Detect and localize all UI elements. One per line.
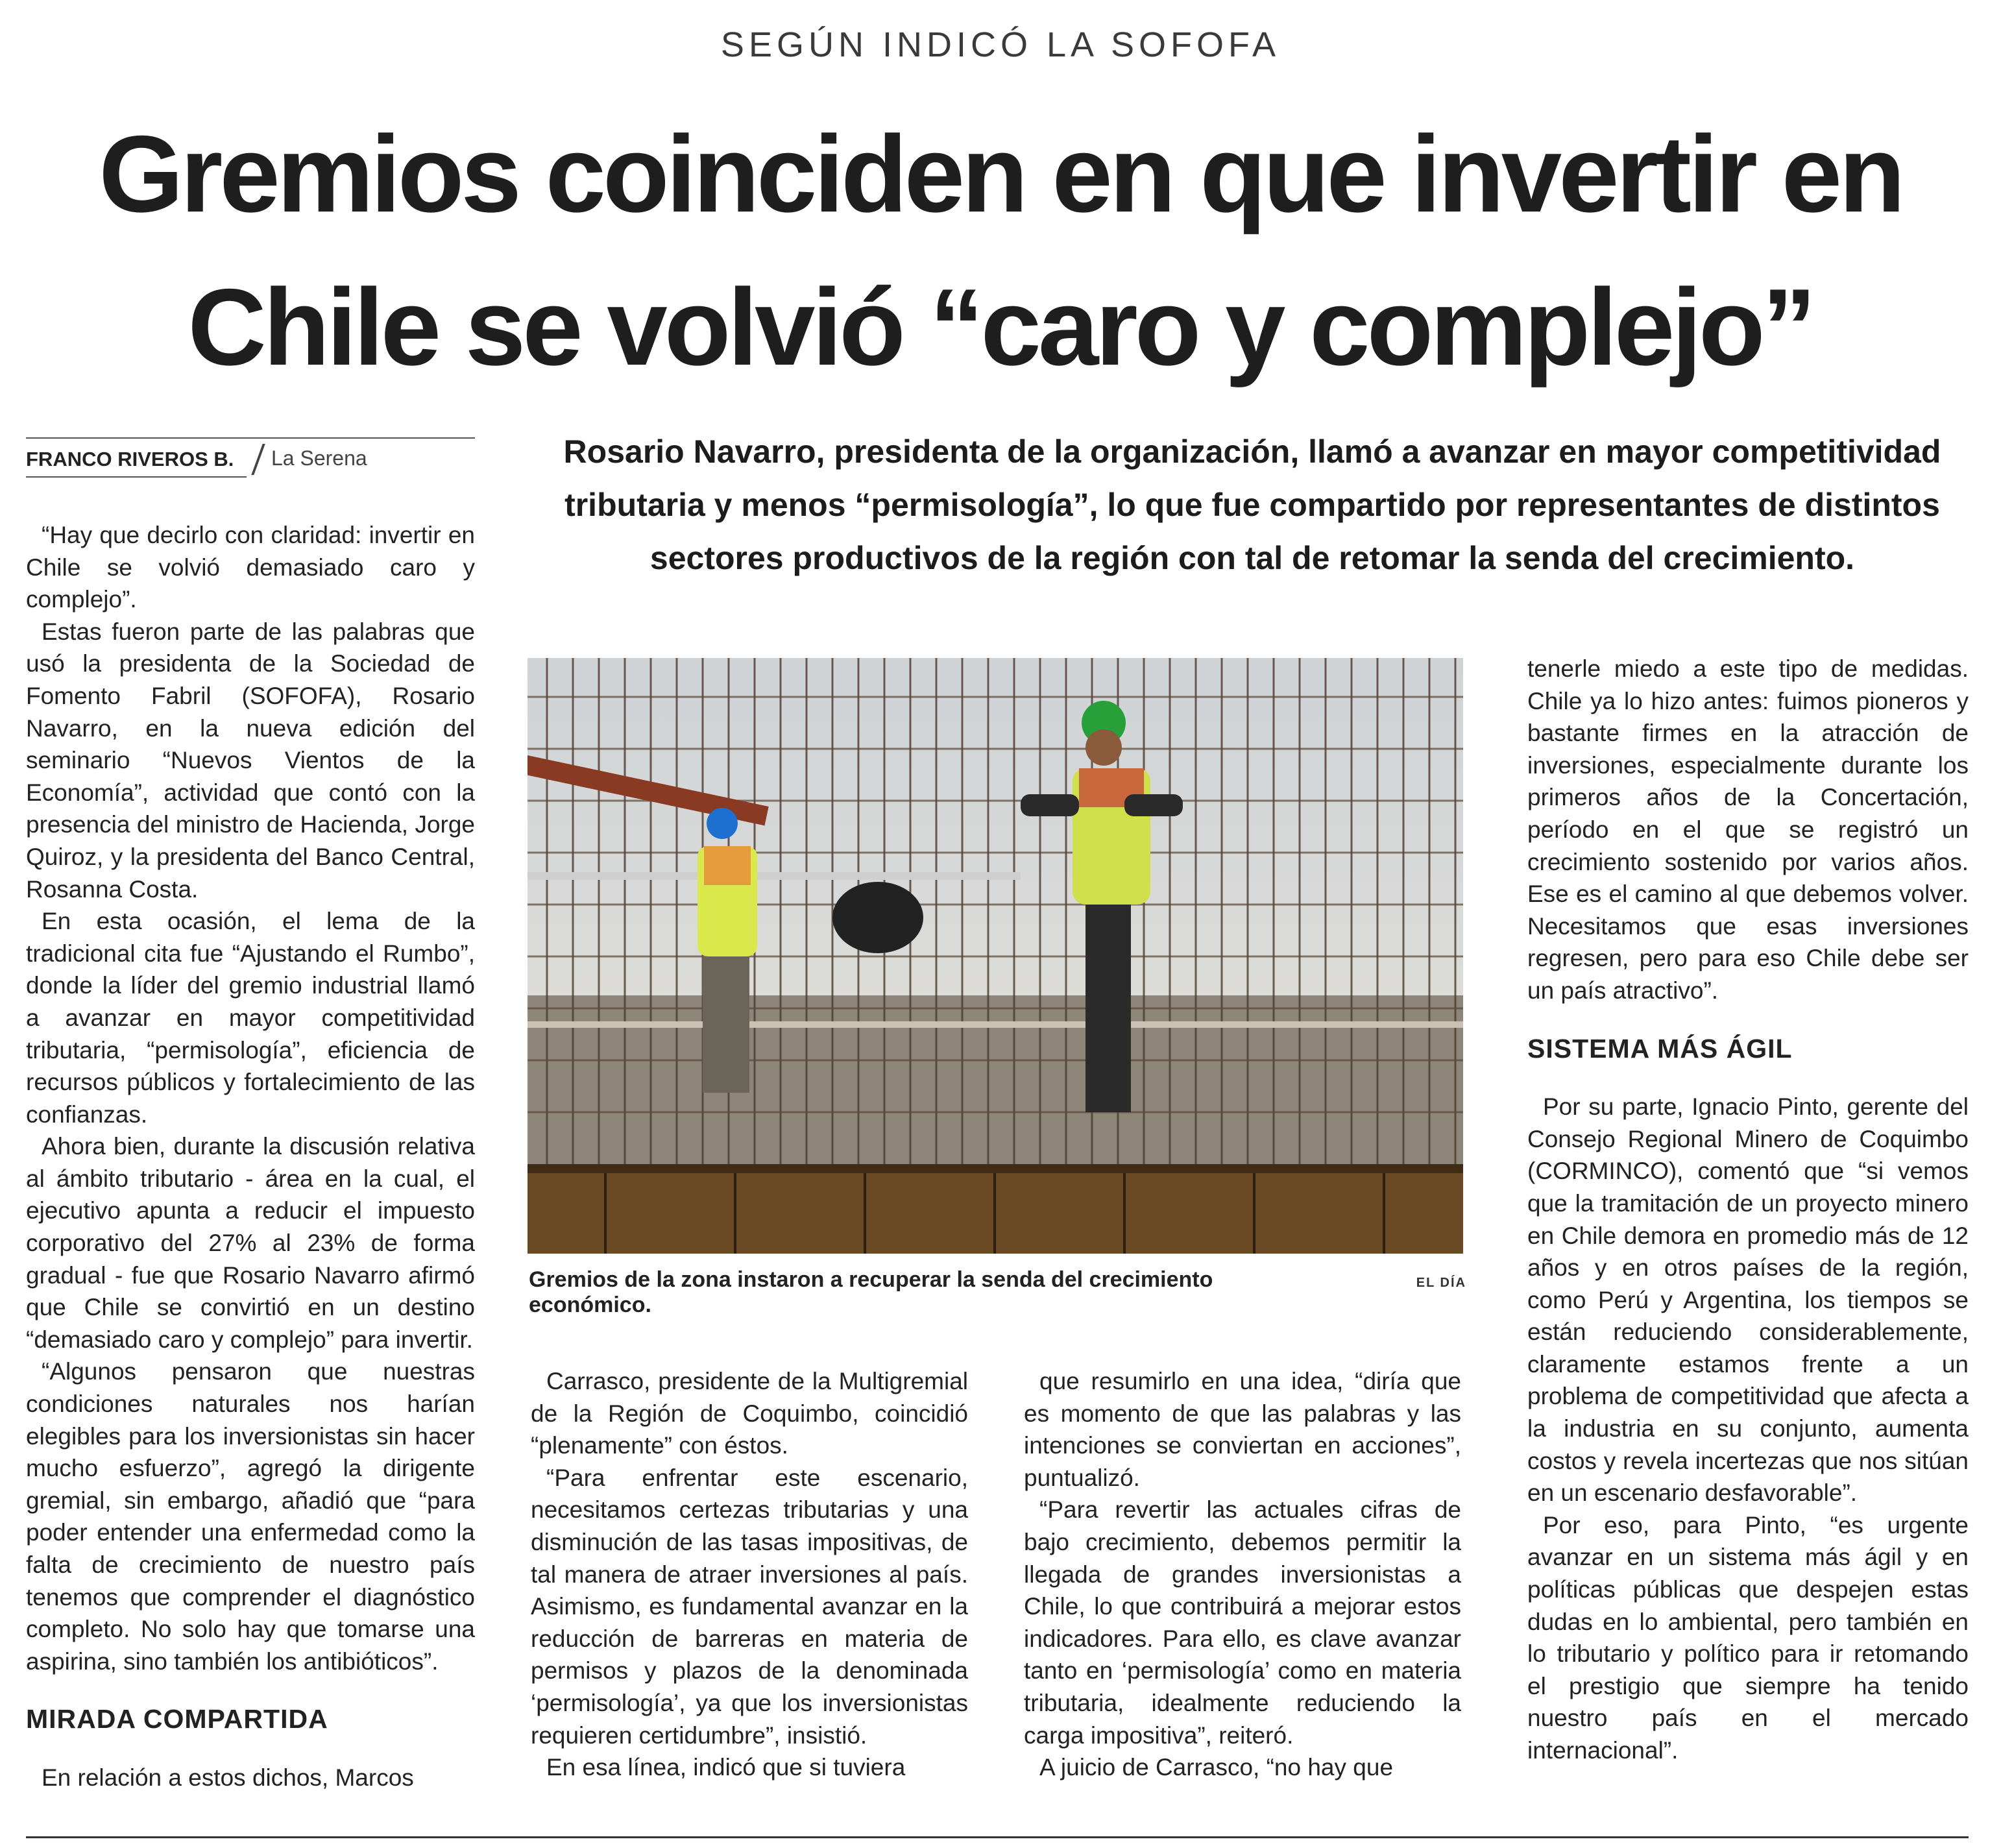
article-column-4 xyxy=(1527,653,1969,1767)
paragraph: Carrasco, presidente de la Multigremial de la Región de Coquimbo, coincidió “plenamente” con éstos. xyxy=(531,1368,968,1459)
paragraph: Por eso, para Pinto, “es urgente avanzar en un sistema más ágil y en políticas públicas que despejen estas dudas en lo ambiental, pero también en lo tributario y político para ir retomando el prestigio que siempre ha tenido nuestro país en el mercado internacional”. xyxy=(1527,1511,1969,1764)
byline-bottom-rule xyxy=(26,476,247,478)
page-bottom-rule xyxy=(26,1836,1969,1838)
paragraph: Por su parte, Ignacio Pinto, gerente del Consejo Regional Minero de Coquimbo (CORMINCO), comentó que “si vemos que la tramitación de un proyecto minero en Chile demora en promedio más de 12 años y en otros países de la región, como Perú y Argentina, los tiempos se están reduciendo considerablemente, claramente estamos frente a un problema de competitividad que afecta a la industria en su conjunto, aumenta costos y revela incertezas que nos sitúan en un escenario desfavorable”. xyxy=(1527,1093,1969,1507)
photo-credit: EL DÍA xyxy=(1416,1276,1466,1290)
paragraph: “Algunos pensaron que nuestras condiciones naturales nos harían elegibles para los inversionistas sin hacer mucho esfuerzo”, agregó la dirigente gremial, sin embargo, añadió que “para poder entender una enfermedad como la falta de crecimiento de nuestro país tenemos que comprender el diagnóstico completo. No solo hay que tomarse una aspirina, sino también los antibióticos”. xyxy=(26,1358,475,1675)
paragraph: En relación a estos dichos, Marcos xyxy=(42,1764,414,1791)
paragraph: En esta ocasión, el lema de la tradicional cita fue “Ajustando el Rumbo”, donde la líder del gremio industrial llamó a avanzar en mayor competitividad tributaria, “permisología”, eficiencia de recursos públicos y fortalecimiento de las confianzas. xyxy=(26,908,475,1128)
byline xyxy=(26,430,475,476)
article-column-1 xyxy=(26,519,475,1794)
photo-caption: Gremios de la zona instaron a recuperar la senda del crecimiento económico. xyxy=(529,1267,1213,1317)
article-column-3 xyxy=(1024,1365,1461,1784)
section-heading-sistema-mas-agil: SISTEMA MÁS ÁGIL xyxy=(1527,1033,1793,1064)
subheadline-line-1: Rosario Navarro, presidenta de la organización, llamó a avanzar en mayor competitividad xyxy=(563,433,1941,470)
paragraph: Estas fueron parte de las palabras que usó la presidenta de la Sociedad de Fomento Fabril (SOFOFA), Rosario Navarro, en la nueva edición del seminario “Nuevos Vientos de la Economía”, actividad que contó con la presencia del ministro de Hacienda, Jorge Quiroz, y la presidenta del Banco Central, Rosanna Costa. xyxy=(26,618,475,903)
headline-line-2: Chile se volvió “caro y complejo” xyxy=(188,266,1813,388)
byline-location: La Serena xyxy=(271,446,367,470)
paragraph: Ahora bien, durante la discusión relativa al ámbito tributario - área en la cual, el ejecutivo apunta a reducir el impuesto corporativo del 27% al 23% de forma gradual - fue que Rosario Navarro afirmó que Chile se convirtió en un destino “demasiado caro y complejo” para invertir. xyxy=(26,1133,475,1353)
byline-author: FRANCO RIVEROS B. xyxy=(26,448,234,470)
paragraph: “Hay que decirlo con claridad: invertir en Chile se volvió demasiado caro y complejo”. xyxy=(26,522,475,613)
paragraph: “Para enfrentar este escenario, necesitamos certezas tributarias y una disminución de las tasas impositivas, de tal manera de atraer inversiones al país. Asimismo, es fundamental avanzar en la reducción de barreras en materia de permisos y plazos de la denominada ‘permisología’, ya que los inversionistas requieren certidumbre”, insistió. xyxy=(531,1464,968,1749)
construction-photo xyxy=(528,658,1463,1254)
paragraph: “Para revertir las actuales cifras de bajo crecimiento, debemos permitir la llegada de grandes inversionistas a Chile, lo que contribuirá a mejorar estos indicadores. Para ello, es clave avanzar tanto en ‘permisología’ como en materia tributaria, idealmente reduciendo la carga impositiva”, reiteró. xyxy=(1024,1496,1461,1749)
headline xyxy=(65,97,1936,404)
subheadline-line-2: tributaria y menos “permisología”, lo que fue compartido por representantes de distintos xyxy=(564,487,1940,523)
paragraph: que resumirlo en una idea, “diría que es momento de que las palabras y las intenciones se conviertan en acciones”, puntualizó. xyxy=(1024,1368,1461,1491)
construction-workers-image xyxy=(528,658,1463,1254)
paragraph: tenerle miedo a este tipo de medidas. Chile ya lo hizo antes: fuimos pioneros y bastante firmes en la atracción de inversiones, especialmente durante los primeros años de la Concertación, período en el que se registró un crecimiento sostenido por varios años. Ese es el camino al que debemos volver. Necesitamos que esas inversiones regresen, pero para eso Chile debe ser un país atractivo”. xyxy=(1527,655,1969,1004)
headline-line-1: Gremios coinciden en que invertir en xyxy=(99,113,1902,235)
paragraph: A juicio de Carrasco, “no hay que xyxy=(1039,1754,1394,1781)
byline-top-rule xyxy=(26,437,475,439)
section-heading-mirada-compartida: MIRADA COMPARTIDA xyxy=(26,1704,328,1734)
subheadline-line-3: sectores productivos de la región con tal de retomar la senda del crecimiento. xyxy=(649,540,1855,576)
article-column-2 xyxy=(531,1365,968,1784)
byline-divider xyxy=(251,444,265,475)
subheadline xyxy=(532,425,1972,585)
section-kicker: SEGÚN INDICÓ LA SOFOFA xyxy=(720,25,1281,64)
paragraph: En esa línea, indicó que si tuviera xyxy=(546,1754,906,1781)
